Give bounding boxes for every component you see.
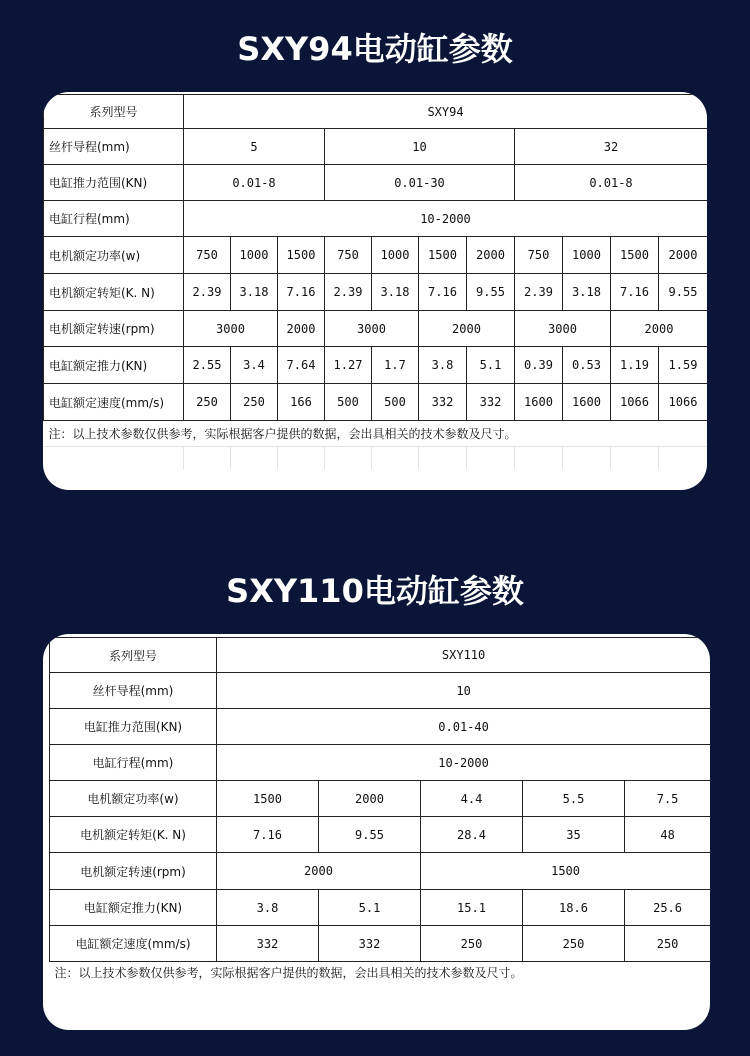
table-cell: SXY110 <box>217 638 711 673</box>
table-cell: 7.16 <box>278 274 325 311</box>
table-cell: 10-2000 <box>217 745 711 781</box>
table-cell: 332 <box>467 384 515 421</box>
table-cell: 1000 <box>372 237 419 274</box>
row-model <box>50 638 711 673</box>
row-rated-velocity <box>50 926 711 962</box>
sxy94-card <box>43 92 707 490</box>
table-cell: 3.18 <box>563 274 611 311</box>
table-cell: 500 <box>372 384 419 421</box>
empty-cell <box>231 447 278 469</box>
row-label: 电缸额定速度(mm/s) <box>50 926 217 962</box>
empty-cell <box>659 447 708 469</box>
row-label: 电缸推力范围(KN) <box>44 165 184 201</box>
table-cell: 3000 <box>515 311 611 347</box>
table-cell: 7.64 <box>278 347 325 384</box>
table-cell: 250 <box>421 926 523 962</box>
row-speed <box>44 311 708 347</box>
table-cell: 1000 <box>231 237 278 274</box>
row-speed <box>50 853 711 890</box>
row-rated-thrust <box>50 890 711 926</box>
table-cell: 1600 <box>515 384 563 421</box>
table-cell: 9.55 <box>467 274 515 311</box>
table-cell: 1600 <box>563 384 611 421</box>
table-cell: 15.1 <box>421 890 523 926</box>
table-cell: 500 <box>325 384 372 421</box>
table-cell: 3.8 <box>419 347 467 384</box>
row-label: 丝杆导程(mm) <box>44 129 184 165</box>
empty-cell <box>44 447 184 469</box>
table-cell: 7.16 <box>611 274 659 311</box>
table-cell: 5.1 <box>467 347 515 384</box>
table-cell: 2.39 <box>184 274 231 311</box>
row-power <box>50 781 711 817</box>
row-label: 系列型号 <box>50 638 217 673</box>
table-cell: 0.01-8 <box>184 165 325 201</box>
row-thrust-range <box>44 165 708 201</box>
table-cell: 0.39 <box>515 347 563 384</box>
table-cell: 0.01-30 <box>325 165 515 201</box>
table-cell: 1.27 <box>325 347 372 384</box>
table-cell: 35 <box>523 817 625 853</box>
table-cell: 2000 <box>278 311 325 347</box>
table-cell: 1500 <box>419 237 467 274</box>
table-cell: 25.6 <box>625 890 711 926</box>
table-cell: 32 <box>515 129 708 165</box>
row-label: 电机额定转速(rpm) <box>44 311 184 347</box>
table-cell: 2000 <box>319 781 421 817</box>
table-cell: 3000 <box>325 311 419 347</box>
row-rated-velocity <box>44 384 708 421</box>
row-label: 电机额定功率(w) <box>44 237 184 274</box>
table-cell: 10 <box>217 673 711 709</box>
table-cell: 750 <box>515 237 563 274</box>
table-cell: 2.39 <box>515 274 563 311</box>
table-cell: 1500 <box>611 237 659 274</box>
table-cell: 5.1 <box>319 890 421 926</box>
table-cell: 9.55 <box>319 817 421 853</box>
table-cell: 332 <box>217 926 319 962</box>
table-cell: 3.18 <box>231 274 278 311</box>
row-label: 电缸额定推力(KN) <box>50 890 217 926</box>
table-cell: 1.19 <box>611 347 659 384</box>
table-cell: 7.16 <box>217 817 319 853</box>
section2-title: SXY110电动缸参数 <box>226 572 524 610</box>
table-cell: 1500 <box>421 853 711 890</box>
sxy94-spec-table <box>43 94 707 469</box>
table-cell: 18.6 <box>523 890 625 926</box>
row-model <box>44 95 708 129</box>
empty-cell <box>325 447 372 469</box>
row-label: 电机额定功率(w) <box>50 781 217 817</box>
table-cell: 5.5 <box>523 781 625 817</box>
row-torque <box>50 817 711 853</box>
table-cell: 7.5 <box>625 781 711 817</box>
table-cell: 1000 <box>563 237 611 274</box>
row-stroke <box>44 201 708 237</box>
table-cell: 332 <box>419 384 467 421</box>
row-label: 电缸额定推力(KN) <box>44 347 184 384</box>
table-cell: 1066 <box>659 384 708 421</box>
row-label: 电缸行程(mm) <box>44 201 184 237</box>
row-label: 电机额定转速(rpm) <box>50 853 217 890</box>
row-stroke <box>50 745 711 781</box>
spreadsheet-empty-row <box>44 447 708 469</box>
empty-cell <box>611 447 659 469</box>
empty-cell <box>372 447 419 469</box>
table-cell: 750 <box>325 237 372 274</box>
table-cell: 2.39 <box>325 274 372 311</box>
empty-cell <box>515 447 563 469</box>
note-text: 注：以上技术参数仅供参考，实际根据客户提供的数据，会出具相关的技术参数及尺寸。 <box>54 966 523 981</box>
table-cell: 3.18 <box>372 274 419 311</box>
table-cell: 750 <box>184 237 231 274</box>
empty-cell <box>467 447 515 469</box>
table-cell: 10-2000 <box>184 201 708 237</box>
table-cell: 1066 <box>611 384 659 421</box>
table-cell: 2000 <box>659 237 708 274</box>
row-power <box>44 237 708 274</box>
row-label: 电机额定转矩(K. N) <box>50 817 217 853</box>
table-cell: 250 <box>523 926 625 962</box>
table-cell: 250 <box>184 384 231 421</box>
table-cell: SXY94 <box>184 95 708 129</box>
table-cell: 48 <box>625 817 711 853</box>
note-text: 注：以上技术参数仅供参考，实际根据客户提供的数据，会出具相关的技术参数及尺寸。 <box>48 427 517 441</box>
sxy110-spec-table <box>49 637 710 984</box>
table-cell: 9.55 <box>659 274 708 311</box>
table-cell: 1.59 <box>659 347 708 384</box>
table-cell: 2000 <box>419 311 515 347</box>
table-cell: 2000 <box>611 311 708 347</box>
empty-cell <box>184 447 231 469</box>
table-cell: 7.16 <box>419 274 467 311</box>
row-lead <box>44 129 708 165</box>
empty-cell <box>563 447 611 469</box>
row-label: 丝杆导程(mm) <box>50 673 217 709</box>
table-cell: 250 <box>231 384 278 421</box>
table-cell: 1.7 <box>372 347 419 384</box>
sxy110-card <box>43 634 710 1030</box>
table-cell: 3.4 <box>231 347 278 384</box>
table-cell: 3000 <box>184 311 278 347</box>
row-torque <box>44 274 708 311</box>
table-cell: 166 <box>278 384 325 421</box>
table-cell: 1500 <box>278 237 325 274</box>
row-thrust-range <box>50 709 711 745</box>
row-lead <box>50 673 711 709</box>
table-cell: 5 <box>184 129 325 165</box>
table-cell: 0.53 <box>563 347 611 384</box>
row-note <box>50 962 711 984</box>
row-label: 电缸推力范围(KN) <box>50 709 217 745</box>
table-cell: 10 <box>325 129 515 165</box>
row-rated-thrust <box>44 347 708 384</box>
table-cell: 2.55 <box>184 347 231 384</box>
empty-cell <box>278 447 325 469</box>
table-cell: 0.01-8 <box>515 165 708 201</box>
row-note <box>44 421 708 447</box>
row-label: 系列型号 <box>44 95 184 129</box>
empty-cell <box>419 447 467 469</box>
table-cell: 2000 <box>217 853 421 890</box>
table-cell: 2000 <box>467 237 515 274</box>
table-cell: 4.4 <box>421 781 523 817</box>
table-cell: 332 <box>319 926 421 962</box>
table-cell: 28.4 <box>421 817 523 853</box>
table-cell: 3.8 <box>217 890 319 926</box>
section1-title: SXY94电动缸参数 <box>237 30 513 68</box>
row-label: 电缸额定速度(mm/s) <box>44 384 184 421</box>
table-cell: 250 <box>625 926 711 962</box>
row-label: 电机额定转矩(K. N) <box>44 274 184 311</box>
table-cell: 0.01-40 <box>217 709 711 745</box>
row-label: 电缸行程(mm) <box>50 745 217 781</box>
table-cell: 1500 <box>217 781 319 817</box>
